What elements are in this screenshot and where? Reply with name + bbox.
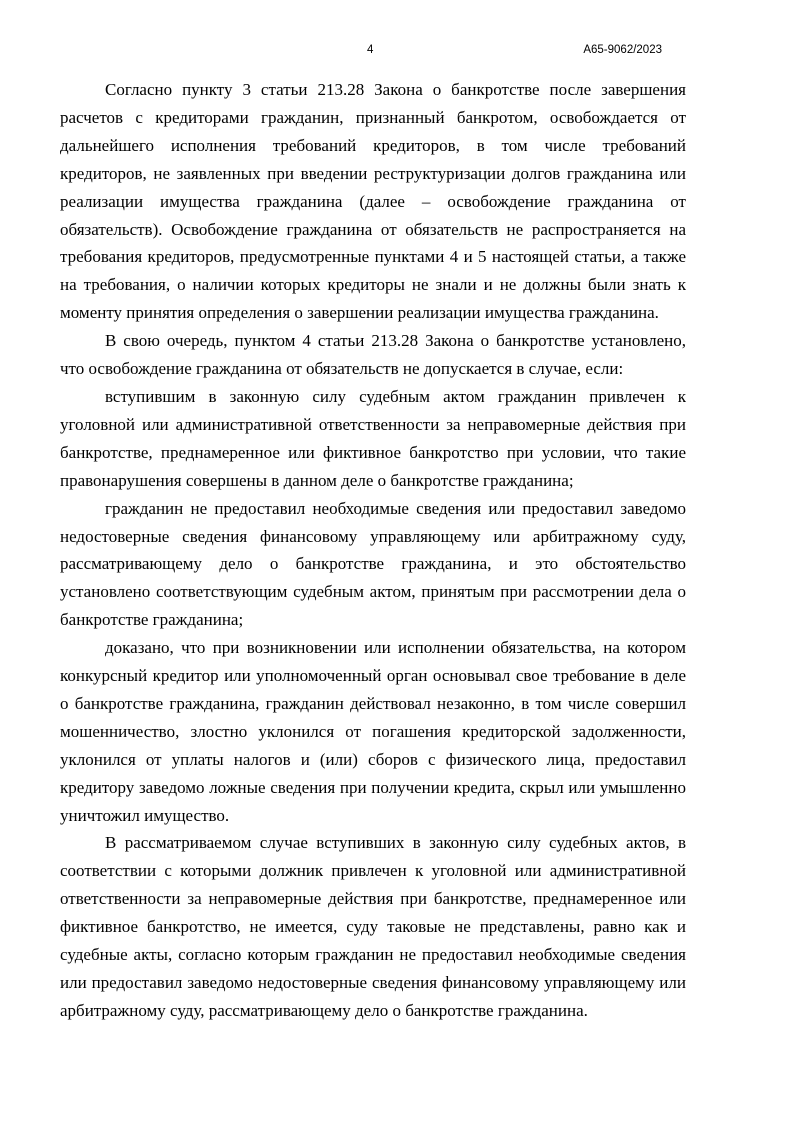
paragraph: гражданин не предоставил необходимые сведения или предоставил заведомо недостоверные сведения финансовому управляющему или арбитражному суду, рассматривающему дело о банкротстве гражданина, и это обстоятельство установлено соответствующим судебным актом, принятым при рассмотрении дела о банкротстве гражданина; xyxy=(60,498,686,630)
paragraph: Согласно пункту 3 статьи 213.28 Закона о банкротстве после завершения расчетов с кредиторами гражданин, признанный банкротом, освобождается от дальнейшего исполнения требований кредиторов, в том числе требований кредиторов, не заявленных при введении реструктуризации долгов гражданина или реализации имущества гражданина (далее – освобождение гражданина от обязательств). Освобождение гражданина от обязательств не распространяется на требования кредиторов, предусмотренные пунктами 4 и 5 настоящей статьи, а также на требования, о наличии которых кредиторы не знали и не должны были знать к моменту принятия определения о завершении реализации имущества гражданина. xyxy=(60,80,686,323)
page-header xyxy=(0,44,800,64)
document-body xyxy=(60,76,686,1025)
paragraph: вступившим в законную силу судебным актом гражданин привлечен к уголовной или административной ответственности за неправомерные действия при банкротстве, преднамеренное или фиктивное банкротство при условии, что такие правонарушения совершены в данном деле о банкротстве гражданина; xyxy=(60,386,686,490)
paragraph: доказано, что при возникновении или исполнении обязательства, на котором конкурсный кредитор или уполномоченный орган основывал свое требование в деле о банкротстве гражданина, гражданин действовал незаконно, в том числе совершил мошенничество, злостно уклонился от погашения кредиторской задолженности, уклонился от уплаты налогов и (или) сборов с физического лица, предоставил кредитору заведомо ложные сведения при получении кредита, скрыл или умышленно уничтожил имущество. xyxy=(60,638,686,825)
page-number: 4 xyxy=(367,44,374,56)
case-number: А65-9062/2023 xyxy=(583,44,662,56)
paragraph: В свою очередь, пунктом 4 статьи 213.28 Закона о банкротстве установлено, что освобождение гражданина от обязательств не допускается в случае, если: xyxy=(60,331,686,379)
paragraph: В рассматриваемом случае вступивших в законную силу судебных актов, в соответствии с которыми должник привлечен к уголовной или административной ответственности за неправомерные действия при банкротстве, преднамеренное или фиктивное банкротство, не имеется, суду таковые не представлены, равно как и судебные акты, согласно которым гражданин не предоставил необходимые сведения или предоставил заведомо недостоверные сведения финансовому управляющему или арбитражному суду, рассматривающему дело о банкротстве гражданина. xyxy=(60,833,686,1020)
